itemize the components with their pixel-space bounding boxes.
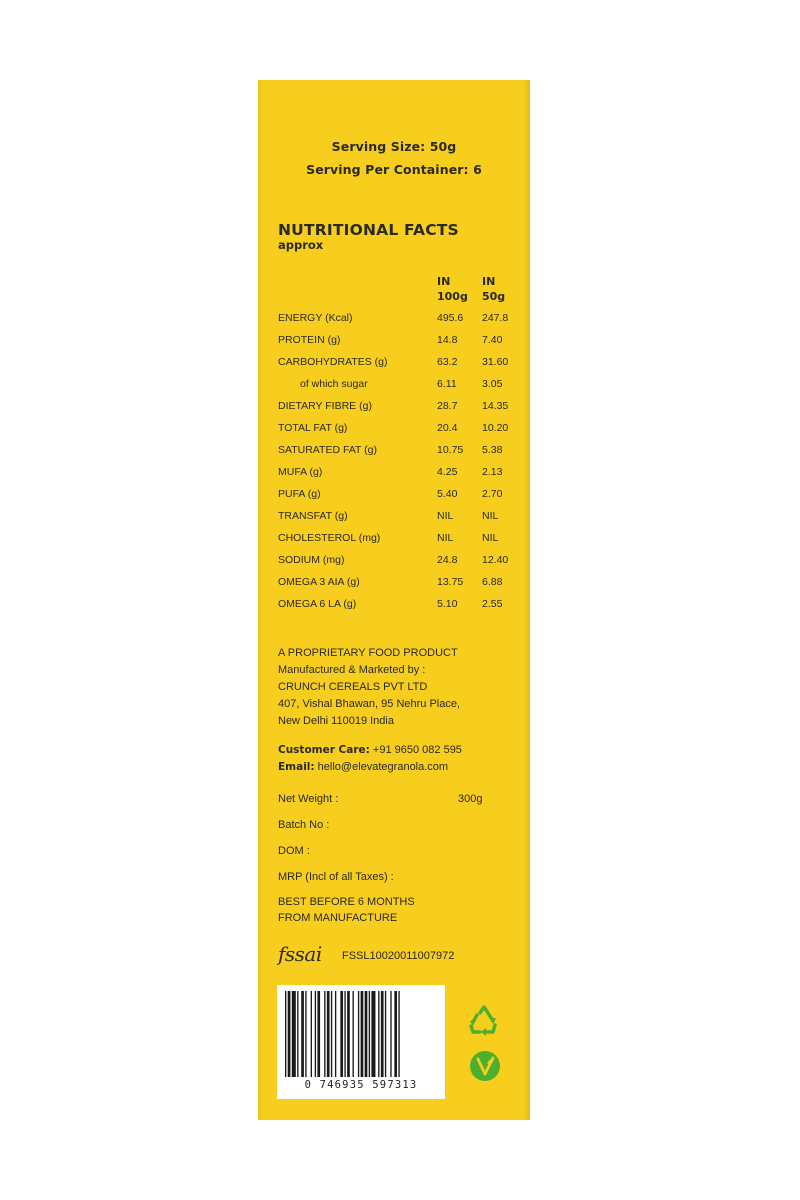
table-row (258, 532, 530, 552)
value-per-100g: 5.10 (437, 598, 458, 610)
value-per-100g: 24.8 (437, 554, 458, 566)
table-row (258, 598, 530, 618)
customer-care-phone: +91 9650 082 595 (372, 744, 462, 756)
barcode-bar (369, 991, 370, 1077)
barcode-bar (390, 991, 391, 1077)
column-header-50g-line1: IN (482, 275, 496, 288)
value-per-100g: 495.6 (437, 312, 464, 324)
value-per-100g: 20.4 (437, 422, 458, 434)
barcode-digits: 0 746935 597313 (304, 1079, 418, 1091)
value-per-100g: NIL (437, 532, 454, 544)
table-row (258, 510, 530, 530)
nutrient-name: SATURATED FAT (g) (278, 444, 377, 456)
table-row (258, 554, 530, 574)
best-before-line: FROM MANUFACTURE (278, 912, 398, 924)
email-label: Email: (278, 761, 315, 773)
address-line: A PROPRIETARY FOOD PRODUCT (278, 647, 458, 659)
table-row (258, 576, 530, 596)
table-row (258, 444, 530, 464)
value-per-50g: 12.40 (482, 554, 509, 566)
value-per-50g: NIL (482, 532, 499, 544)
value-per-100g: 6.11 (437, 378, 457, 390)
table-row (258, 378, 530, 398)
barcode-bar (394, 991, 397, 1077)
value-per-100g: 4.25 (437, 466, 458, 478)
nutrient-name: OMEGA 6 LA (g) (278, 598, 357, 610)
value-per-100g: 5.40 (437, 488, 458, 500)
nutrient-name: ENERGY (Kcal) (278, 312, 353, 324)
barcode-bar (331, 991, 332, 1077)
email-address: hello@elevategranola.com (317, 761, 449, 773)
nutrition-subtitle: approx (278, 238, 324, 252)
barcode-bar (311, 991, 312, 1077)
nutrient-name: TOTAL FAT (g) (278, 422, 348, 434)
address-line: 407, Vishal Bhawan, 95 Nehru Place, (278, 698, 461, 710)
barcode-bar (297, 991, 298, 1077)
nutrient-name: PUFA (g) (278, 488, 321, 500)
nutrition-title: NUTRITIONAL FACTS (278, 221, 459, 239)
barcode-bar (301, 991, 304, 1077)
best-before (278, 894, 415, 926)
value-per-50g: NIL (482, 510, 499, 522)
nutrient-name: CARBOHYDRATES (g) (278, 356, 388, 368)
column-header-100g (437, 274, 468, 304)
barcode-bar (371, 991, 375, 1077)
recycle-icon (466, 1004, 502, 1045)
nutrient-name: PROTEIN (g) (278, 334, 341, 346)
barcode-bar (324, 991, 325, 1077)
vegetarian-leaf-icon (468, 1049, 502, 1088)
barcode-bar (335, 991, 336, 1077)
table-row (258, 400, 530, 420)
column-header-50g-line2: 50g (482, 290, 506, 303)
barcode-bar (288, 991, 291, 1077)
value-per-50g: 10.20 (482, 422, 509, 434)
value-per-50g: 6.88 (482, 576, 503, 588)
dom-label: DOM : (278, 845, 310, 857)
column-header-100g-line2: 100g (437, 290, 468, 303)
value-per-50g: 247.8 (482, 312, 509, 324)
value-per-100g: 13.75 (437, 576, 464, 588)
barcode-bar (315, 991, 316, 1077)
value-per-50g: 14.35 (482, 400, 509, 412)
value-per-50g: 3.05 (482, 378, 503, 390)
manufacturer-address (278, 645, 460, 730)
barcode-bar (365, 991, 368, 1077)
value-per-50g: 2.70 (482, 488, 503, 500)
table-row (258, 488, 530, 508)
barcode-bar (344, 991, 345, 1077)
nutrient-name: DIETARY FIBRE (g) (278, 400, 372, 412)
nutrient-name: TRANSFAT (g) (278, 510, 348, 522)
barcode-bar (327, 991, 330, 1077)
mrp-label: MRP (Incl of all Taxes) : (278, 871, 394, 883)
nutrient-name: CHOLESTEROL (mg) (278, 532, 381, 544)
nutrient-name: MUFA (g) (278, 466, 323, 478)
value-per-50g: 31.60 (482, 356, 509, 368)
fssai-license-number: FSSL10020011007972 (342, 950, 455, 962)
table-row (258, 466, 530, 486)
value-per-100g: NIL (437, 510, 454, 522)
barcode-bar (378, 991, 379, 1077)
table-row (258, 334, 530, 354)
column-header-100g-line1: IN (437, 275, 451, 288)
barcode (277, 985, 445, 1099)
package-back-panel (258, 80, 530, 1120)
best-before-line: BEST BEFORE 6 MONTHS (278, 896, 415, 908)
contact-info (278, 742, 462, 776)
value-per-100g: 14.8 (437, 334, 458, 346)
barcode-bar (347, 991, 350, 1077)
barcode-bar (361, 991, 364, 1077)
customer-care-label: Customer Care: (278, 744, 370, 756)
value-per-50g: 7.40 (482, 334, 503, 346)
nutrient-name: of which sugar (300, 378, 368, 390)
servings-per-container: Serving Per Container: 6 (306, 162, 482, 177)
barcode-bar (340, 991, 343, 1077)
nutrient-name: SODIUM (mg) (278, 554, 345, 566)
barcode-bar (292, 991, 296, 1077)
barcode-bar (305, 991, 306, 1077)
table-row (258, 356, 530, 376)
value-per-50g: 2.55 (482, 598, 503, 610)
batch-no-label: Batch No : (278, 819, 330, 831)
address-line: New Delhi 110019 India (278, 715, 394, 727)
table-row (258, 312, 530, 332)
net-weight-label: Net Weight : (278, 793, 339, 805)
value-per-100g: 10.75 (437, 444, 464, 456)
value-per-100g: 63.2 (437, 356, 458, 368)
net-weight-value: 300g (458, 793, 483, 805)
value-per-50g: 5.38 (482, 444, 503, 456)
fssai-logo: fssai (278, 942, 322, 966)
barcode-bar (358, 991, 359, 1077)
table-row (258, 422, 530, 442)
column-header-50g (482, 274, 505, 304)
value-per-50g: 2.13 (482, 466, 503, 478)
barcode-bars (285, 991, 437, 1077)
barcode-bar (398, 991, 399, 1077)
serving-size: Serving Size: 50g (331, 139, 457, 154)
barcode-bar (381, 991, 384, 1077)
nutrient-name: OMEGA 3 AIA (g) (278, 576, 360, 588)
address-line: Manufactured & Marketed by : (278, 664, 426, 676)
barcode-bar (285, 991, 286, 1077)
barcode-bar (317, 991, 320, 1077)
value-per-100g: 28.7 (437, 400, 458, 412)
barcode-bar (353, 991, 354, 1077)
barcode-bar (385, 991, 386, 1077)
address-line: CRUNCH CEREALS PVT LTD (278, 681, 428, 693)
